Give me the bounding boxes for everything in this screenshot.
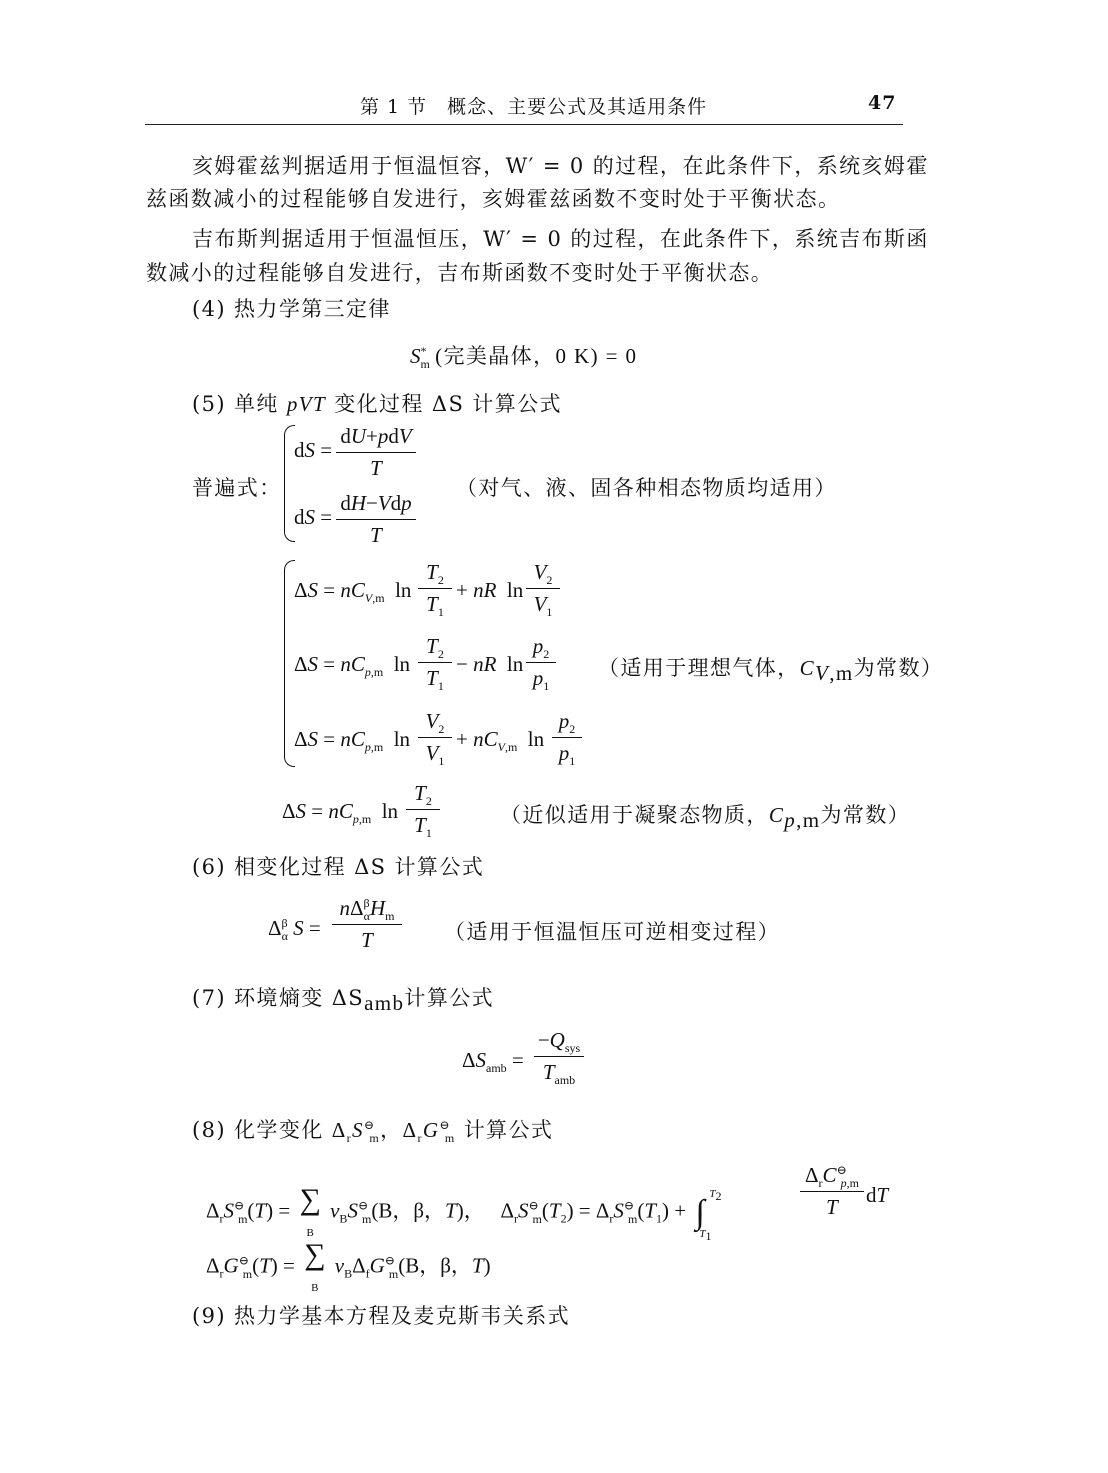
ideal-eq3-mid: + $nC_{V,m}$ ln xyxy=(456,727,545,755)
general-eq2-lhs: dS = xyxy=(294,505,333,529)
integral-dt: dT xyxy=(866,1183,889,1207)
helmholtz-line-2: 兹函数减小的过程能够自发进行，亥姆霍兹函数不变时处于平衡状态。 xyxy=(146,187,841,211)
ideal-eq1-frac-t: $T_2$ $T_1$ xyxy=(418,560,452,617)
general-eq1-lhs: dS = xyxy=(294,438,333,462)
section-5-prefix: (5) 单纯 xyxy=(192,392,279,416)
ideal-gas-note-prefix: （适用于理想气体， xyxy=(598,656,800,680)
header-rule xyxy=(145,124,903,125)
env-entropy-lhs: $\Delta S_{amb}$ = xyxy=(462,1048,524,1076)
section-5-heading: (5) 单纯 pVT 变化过程 ΔS 计算公式 xyxy=(192,392,562,416)
general-note: （对气、液、固各种相态物质均适用） xyxy=(456,476,837,500)
section-8-prefix: (8) 化学变化 xyxy=(192,1118,324,1142)
integral-fraction: $\Delta_rC^⊖_{p,m}$ T xyxy=(800,1163,864,1220)
gibbs-line-1: 吉布斯判据适用于恒温恒压，W′ = 0 的过程，在此条件下，系统吉布斯函 xyxy=(192,227,929,251)
helmholtz-line-1: 亥姆霍兹判据适用于恒温恒容，W′ = 0 的过程，在此条件下，系统亥姆霍 xyxy=(192,154,929,178)
ideal-eq2-frac-t: $T_2$ $T_1$ xyxy=(418,634,452,691)
integral-symbol: ∫ $T_2$ $T_1$ xyxy=(695,1187,722,1243)
section-9-heading: (9) 热力学基本方程及麦克斯韦关系式 xyxy=(192,1304,571,1328)
ideal-eq1-frac-v: $V_2$ $V_1$ xyxy=(526,560,560,617)
env-entropy-frac: $-Q_{sys}$ $T_{amb}$ xyxy=(534,1028,584,1085)
ideal-eq3-lhs: $\Delta S = nC_{p,m}$ ln xyxy=(294,727,411,755)
section-7-heading: (7) 环境熵变 $\Delta S_{amb}$计算公式 xyxy=(192,986,495,1016)
general-eq2-fraction: dH−Vdp T xyxy=(336,491,416,548)
ideal-eq2-frac-p: $p_2$ $p_1$ xyxy=(526,634,556,691)
general-label: 普遍式： xyxy=(192,476,282,500)
ideal-eq3-frac-v: $V_2$ $V_1$ xyxy=(418,709,452,766)
section-7-prefix: (7) 环境熵变 ΔS xyxy=(192,986,365,1010)
ideal-eq2-lhs: $\Delta S = nC_{p,m}$ ln xyxy=(294,652,411,680)
third-law-equation: $S^*_m$ (完美晶体，0 K) = 0 xyxy=(410,344,638,372)
ideal-eq3-frac-p: $p_2$ $p_1$ xyxy=(552,709,582,766)
section-6-heading: (6) 相变化过程 ΔS 计算公式 xyxy=(192,855,485,879)
phase-change-frac: $n\Delta^\beta_\alpha H_m$ T xyxy=(332,896,402,953)
gibbs-line-2: 数减小的过程能够自发进行，吉布斯函数不变时处于平衡状态。 xyxy=(146,261,774,285)
section-4-heading: (4) 热力学第三定律 xyxy=(192,297,391,321)
section-7-suffix: 计算公式 xyxy=(404,986,495,1010)
condensed-note: （近似适用于凝聚态物质，$C_{p,m}$为常数） xyxy=(500,803,911,833)
sum-symbol-2: ∑ B xyxy=(304,1238,326,1294)
condensed-eq-frac: $T_2$ $T_1$ xyxy=(406,781,440,838)
general-eq1-fraction: dU+pdV T xyxy=(336,424,416,481)
condensed-eq-lhs: $\Delta S = nC_{p,m}$ ln xyxy=(282,799,399,827)
condensed-note-prefix: （近似适用于凝聚态物质， xyxy=(500,803,769,827)
page-number: 47 xyxy=(868,92,897,114)
third-law-text: (完美晶体，0 K) = 0 xyxy=(435,344,638,368)
reaction-gibbs-eq: $\Delta_rG^⊖_m(T)$ = ∑ B $\nu_B\Delta_fG^⊖_m(B$，β，T) xyxy=(206,1238,491,1297)
section-8-heading: (8) 化学变化 $\Delta_rS^⊖_m$，$\Delta_rG^⊖_m$ 计算公式 xyxy=(192,1118,554,1146)
ideal-eq1-lhs: $\Delta S = nC_{V,m}$ ln xyxy=(294,578,412,606)
reaction-entropy-eq: $\Delta_rS^⊖_m(T)$ = ∑ B $\nu_BS^⊖_m(B$，β，T)， $\Delta_rS^⊖_m(T_2) = \Delta_rS^⊖_m(T_1)$ + ∫ $T_2$ $T_1$ xyxy=(206,1183,722,1243)
section-5-suffix: 变化过程 ΔS 计算公式 xyxy=(334,392,562,416)
ideal-gas-note-suffix: 为常数） xyxy=(853,656,944,680)
ideal-eq2-mid: − nR ln xyxy=(456,652,524,676)
phase-change-lhs: $\Delta^\beta_\alpha$ S = xyxy=(268,916,321,944)
phase-change-note: （适用于恒温恒压可逆相变过程） xyxy=(444,920,780,944)
ideal-eq1-mid: + nR ln xyxy=(456,578,524,602)
section-8-suffix: 计算公式 xyxy=(463,1118,554,1142)
sum-symbol-1: ∑ B xyxy=(299,1183,321,1239)
ideal-gas-note: （适用于理想气体，$C_{V,m}$为常数） xyxy=(598,656,944,686)
condensed-note-suffix: 为常数） xyxy=(820,803,911,827)
running-header: 第 1 节 概念、主要公式及其适用条件 xyxy=(360,96,708,118)
